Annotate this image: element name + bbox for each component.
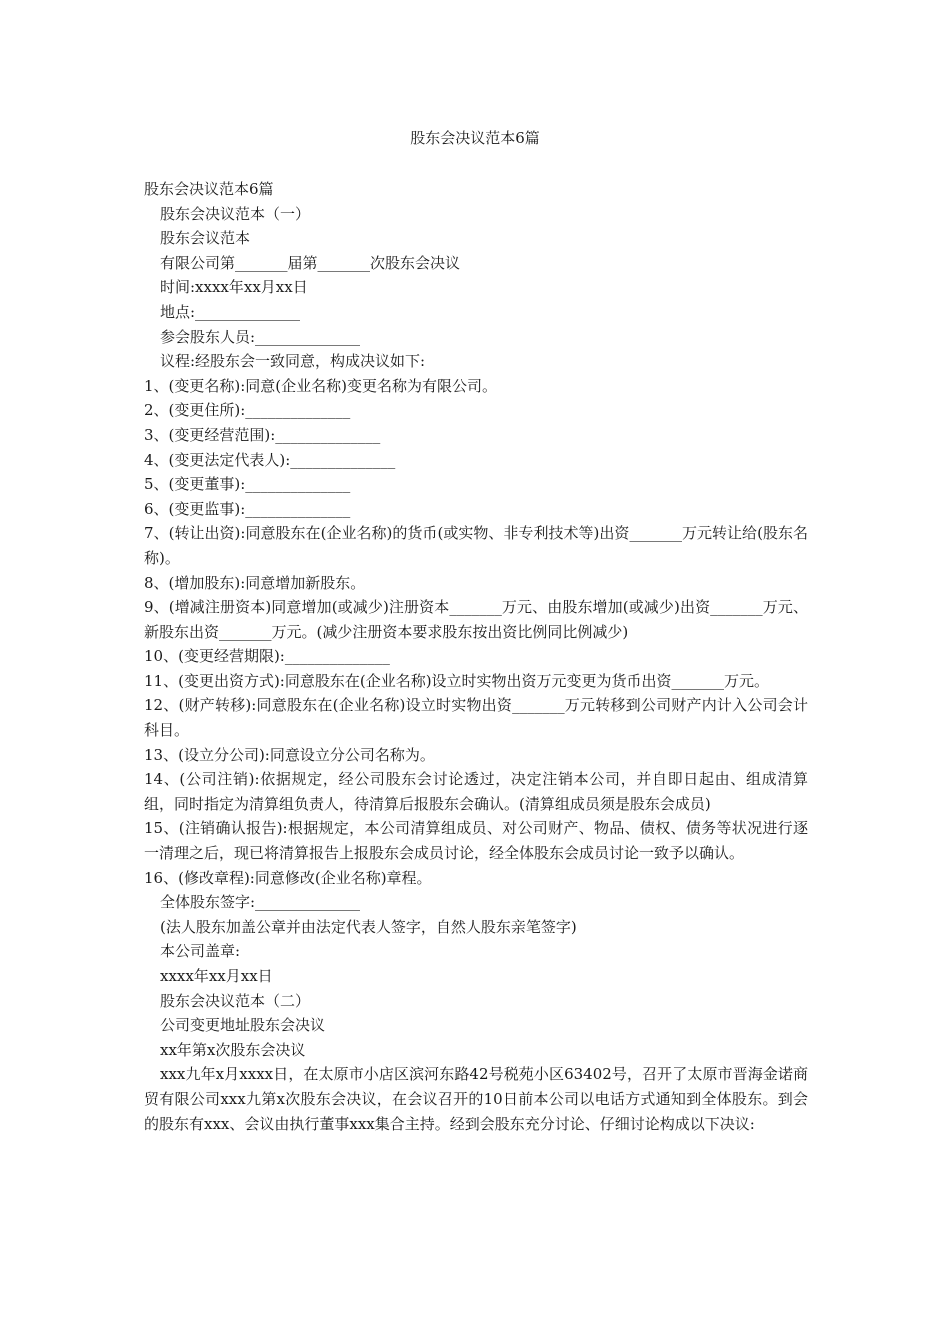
resolution-item: 14、(公司注销):依据规定，经公司股东会讨论透过，决定注销本公司，并自即日起由、组成清算组，同时指定为清算组负责人，待清算后报股东会确认。(清算组成员须是股东会成员) bbox=[144, 770, 808, 813]
section-heading: 股东会决议范本（一） bbox=[160, 204, 311, 223]
resolution-item: 1、(变更名称):同意(企业名称)变更名称为有限公司。 bbox=[144, 376, 498, 395]
paragraph: 有限公司第_______届第_______次股东会决议 bbox=[160, 253, 461, 272]
paragraph: 股东会议范本 bbox=[160, 229, 251, 248]
resolution-item: 2、(变更住所):______________ bbox=[144, 401, 351, 420]
resolution-item: 15、(注销确认报告):根据规定，本公司清算组成员、对公司财产、物品、债权、债务等状况进行逐一清理之后，现已将清算报告上报股东会成员讨论，经全体股东会成员讨论一致予以确认。 bbox=[144, 819, 808, 863]
resolution-item: 5、(变更董事):______________ bbox=[144, 475, 351, 494]
body-heading: 股东会决议范本6篇 bbox=[144, 180, 274, 198]
resolution-item: 11、(变更出资方式):同意股东在(企业名称)设立时实物出资万元变更为货币出资_______万元。 bbox=[144, 671, 770, 690]
paragraph: 参会股东人员:______________ bbox=[160, 327, 361, 346]
date-line: xxxx年xx月xx日 bbox=[160, 967, 273, 985]
paragraph: xxx九年x月xxxx日，在太原市小店区滨河东路42号税苑小区63402号，召开了太原市晋海金诺商贸有限公司xxx九第x次股东会决议，在会议召开的10日前本公司以电话方式通知到全体股东。到会的股东有xxx、会议由执行董事xxx集合主持。经到会股东充分讨论、仔细讨论构成以下决议: bbox=[144, 1065, 808, 1133]
signature-note: (法人股东加盖公章并由法定代表人签字，自然人股东亲笔签字) bbox=[160, 917, 577, 936]
resolution-item: 9、(增减注册资本)同意增加(或减少)注册资本_______万元、由股东增加(或减少)出资_______万元、新股东出资_______万元。(减少注册资本要求股东按出资比例同比例减少) bbox=[144, 598, 808, 641]
resolution-item: 12、(财产转移):同意股东在(企业名称)设立时实物出资_______万元转移到公司财产内计入公司会计科目。 bbox=[144, 696, 808, 740]
resolution-item: 10、(变更经营期限):______________ bbox=[144, 647, 390, 666]
paragraph: 地点:______________ bbox=[160, 302, 301, 321]
paragraph: xx年第x次股东会决议 bbox=[160, 1040, 306, 1059]
resolution-item: 13、(设立分公司):同意设立分公司名称为。 bbox=[144, 745, 435, 764]
document-body bbox=[144, 177, 808, 1136]
resolution-item: 7、(转让出资):同意股东在(企业名称)的货币(或实物、非专利技术等)出资_______万元转让给(股东名称)。 bbox=[144, 524, 808, 567]
resolution-item: 8、(增加股东):同意增加新股东。 bbox=[144, 573, 366, 592]
paragraph: 议程:经股东会一致同意，构成决议如下: bbox=[160, 352, 426, 371]
resolution-item: 4、(变更法定代表人):______________ bbox=[144, 450, 396, 469]
company-seal-line: 本公司盖章: bbox=[160, 942, 241, 961]
signature-line: 全体股东签字:______________ bbox=[160, 893, 361, 912]
section-heading: 股东会决议范本（二） bbox=[160, 991, 311, 1010]
resolution-item: 3、(变更经营范围):______________ bbox=[144, 425, 381, 444]
document-title: 股东会决议范本6篇 bbox=[410, 129, 540, 147]
paragraph: 时间:xxxx年xx月xx日 bbox=[160, 278, 308, 297]
resolution-item: 6、(变更监事):______________ bbox=[144, 499, 351, 518]
paragraph: 公司变更地址股东会决议 bbox=[160, 1016, 326, 1035]
resolution-item: 16、(修改章程):同意修改(企业名称)章程。 bbox=[144, 868, 432, 887]
